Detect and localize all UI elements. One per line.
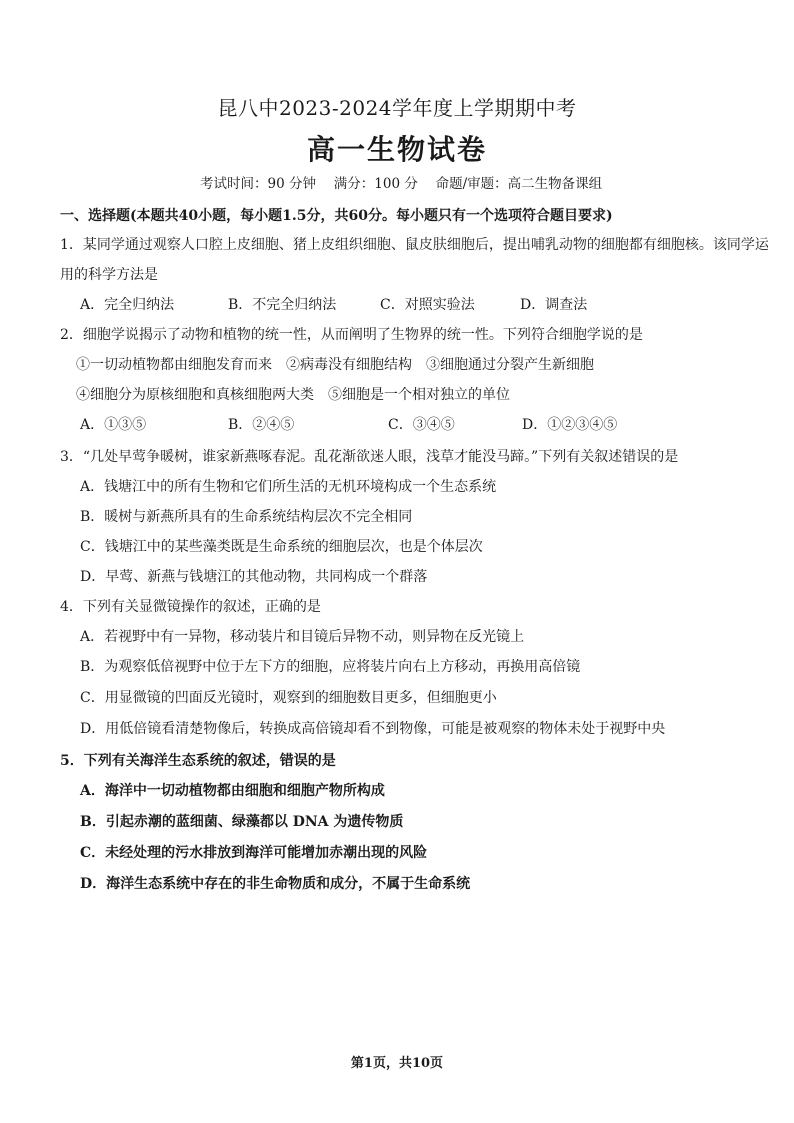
section-heading: 一、选择题(本题共40小题，每小题1.5分，共60分。每小题只有一个选项符合题目要求): [60, 208, 613, 224]
question-1-option-d: D．调查法: [520, 297, 588, 313]
question-3-stem: 3．“几处早莺争暖树，谁家新燕啄春泥。乱花渐欲迷人眼，浅草才能没马蹄。”下列有关叙述错误的是: [60, 449, 679, 465]
question-1-stem-line-1: 1．某同学通过观察人口腔上皮细胞、猪上皮组织细胞、鼠皮肤细胞后，提出哺乳动物的细胞都有细胞核。该同学运: [60, 237, 769, 253]
question-3-option-c: C．钱塘江中的某些藻类既是生命系统的细胞层次，也是个体层次: [80, 539, 483, 555]
question-2-stem: 2．细胞学说揭示了动物和植物的统一性，从而阐明了生物界的统一性。下列符合细胞学说的是: [60, 327, 643, 343]
question-5-option-c: C．未经处理的污水排放到海洋可能增加赤潮出现的风险: [80, 845, 428, 861]
question-4-stem: 4．下列有关显微镜操作的叙述，正确的是: [60, 599, 321, 615]
question-2-option-d: D．①②③④⑤: [522, 417, 618, 433]
question-3-option-b: B．暖树与新燕所具有的生命系统结构层次不完全相同: [80, 509, 413, 525]
question-5-stem: 5．下列有关海洋生态系统的叙述，错误的是: [60, 753, 336, 769]
page-title: 高一生物试卷: [306, 133, 487, 166]
question-4-option-d: D．用低倍镜看清楚物像后，转换成高倍镜却看不到物像，可能是被观察的物体未处于视野中央: [80, 721, 666, 737]
question-2-statements-line-2: ④细胞分为原核细胞和真核细胞两大类 ⑤细胞是一个相对独立的单位: [76, 387, 510, 403]
page-number: 第1页，共10页: [350, 1056, 444, 1071]
question-5-option-a: A．海洋中一切动植物都由细胞和细胞产物所构成: [80, 783, 385, 799]
question-4-option-c: C．用显微镜的凹面反光镜时，观察到的细胞数目更多，但细胞更小: [80, 690, 497, 706]
question-3-option-a: A．钱塘江中的所有生物和它们所生活的无机环境构成一个生态系统: [80, 479, 497, 495]
question-1-stem-line-2: 用的科学方法是: [60, 267, 158, 283]
question-2-statements-line-1: ①一切动植物都由细胞发育而来 ②病毒没有细胞结构 ③细胞通过分裂产生新细胞: [76, 357, 594, 373]
question-1-option-b: B．不完全归纳法: [228, 297, 337, 313]
question-1-option-c: C．对照实验法: [380, 297, 475, 313]
exam-info: 考试时间：90 分钟 满分：100 分 命题/审题：高二生物备课组: [200, 176, 603, 192]
question-2-option-b: B．②④⑤: [228, 417, 295, 433]
question-4-option-b: B．为观察低倍视野中位于左下方的细胞，应将装片向右上方移动，再换用高倍镜: [80, 659, 581, 675]
school-title: 昆八中2023-2024学年度上学期期中考: [217, 96, 577, 120]
question-4-option-a: A．若视野中有一异物，移动装片和目镜后异物不动，则异物在反光镜上: [80, 629, 525, 645]
question-5-option-d: D．海洋生态系统中存在的非生命物质和成分，不属于生命系统: [80, 876, 471, 892]
question-1-option-a: A．完全归纳法: [80, 297, 175, 313]
question-3-option-d: D．早莺、新燕与钱塘江的其他动物，共同构成一个群落: [80, 569, 428, 585]
question-2-option-a: A．①③⑤: [80, 417, 147, 433]
question-2-option-c: C．③④⑤: [388, 417, 455, 433]
question-5-option-b: B．引起赤潮的蓝细菌、绿藻都以 DNA 为遗传物质: [80, 814, 404, 830]
